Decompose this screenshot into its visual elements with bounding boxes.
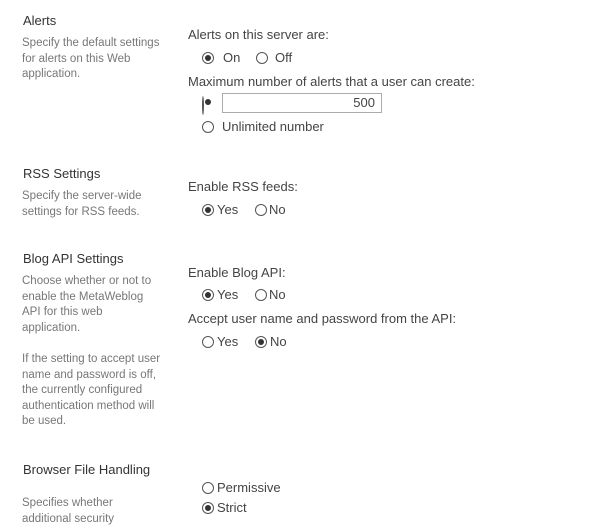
rss-yes-radio[interactable]	[202, 204, 214, 216]
blog-section-note: If the setting to accept user name and password is off, the currently configured authentication method will be used.	[22, 353, 161, 428]
blog-accept-yes-label: Yes	[217, 334, 239, 349]
alerts-max-number-radio[interactable]	[202, 96, 204, 115]
rss-section-title: RSS Settings	[23, 166, 101, 181]
alerts-max-number-input[interactable]: 500	[222, 93, 382, 113]
blog-enable-no-label: No	[269, 287, 286, 302]
alerts-max-label: Maximum number of alerts that a user can create:	[188, 74, 475, 89]
blog-accept-no-radio[interactable]	[255, 336, 267, 348]
blog-enable-label: Enable Blog API:	[188, 265, 286, 280]
browser-strict-radio[interactable]	[202, 502, 214, 514]
browser-section-title: Browser File Handling	[23, 462, 151, 477]
browser-permissive-radio[interactable]	[202, 482, 214, 494]
browser-strict-label: Strict	[217, 500, 247, 515]
alerts-on-radio[interactable]	[202, 52, 214, 64]
alerts-unlimited-radio[interactable]	[202, 121, 214, 133]
blog-accept-yes-option[interactable]	[202, 334, 238, 349]
blog-enable-yes-radio[interactable]	[202, 289, 214, 301]
blog-enable-no-radio[interactable]	[255, 289, 267, 301]
rss-no-option[interactable]	[255, 202, 286, 217]
rss-no-label: No	[269, 202, 286, 217]
alerts-unlimited-label: Unlimited number	[222, 119, 324, 134]
rss-no-radio[interactable]	[255, 204, 267, 216]
blog-accept-no-option[interactable]	[255, 334, 287, 349]
blog-enable-no-option[interactable]	[255, 287, 286, 302]
blog-accept-no-label: No	[270, 334, 287, 349]
rss-yes-option[interactable]	[202, 202, 238, 217]
rss-enable-label: Enable RSS feeds:	[188, 179, 298, 194]
alerts-unlimited-option[interactable]	[202, 119, 324, 134]
blog-accept-yes-radio[interactable]	[202, 336, 214, 348]
blog-enable-yes-option[interactable]	[202, 287, 238, 302]
browser-permissive-option[interactable]	[202, 480, 281, 495]
alerts-off-option[interactable]	[256, 50, 292, 65]
browser-strict-option[interactable]	[202, 500, 247, 515]
blog-enable-yes-label: Yes	[217, 287, 239, 302]
alerts-off-label: Off	[275, 50, 293, 65]
alerts-section-title: Alerts	[23, 13, 57, 28]
blog-accept-label: Accept user name and password from the API:	[188, 311, 457, 326]
blog-section-description: Choose whether or not to enable the MetaWeblog API for this web application.	[22, 275, 152, 334]
rss-section-description: Specify the server-wide settings for RSS feeds.	[22, 190, 142, 218]
alerts-on-label: On	[223, 50, 241, 65]
browser-section-description: Specifies whether additional security	[22, 497, 115, 525]
alerts-off-radio[interactable]	[256, 52, 268, 64]
browser-permissive-label: Permissive	[217, 480, 281, 495]
blog-section-title: Blog API Settings	[23, 251, 124, 266]
rss-yes-label: Yes	[217, 202, 239, 217]
alerts-section-description: Specify the default settings for alerts on this Web application.	[22, 37, 160, 81]
alerts-on-option[interactable]	[202, 50, 240, 65]
alerts-server-label: Alerts on this server are:	[188, 27, 329, 42]
